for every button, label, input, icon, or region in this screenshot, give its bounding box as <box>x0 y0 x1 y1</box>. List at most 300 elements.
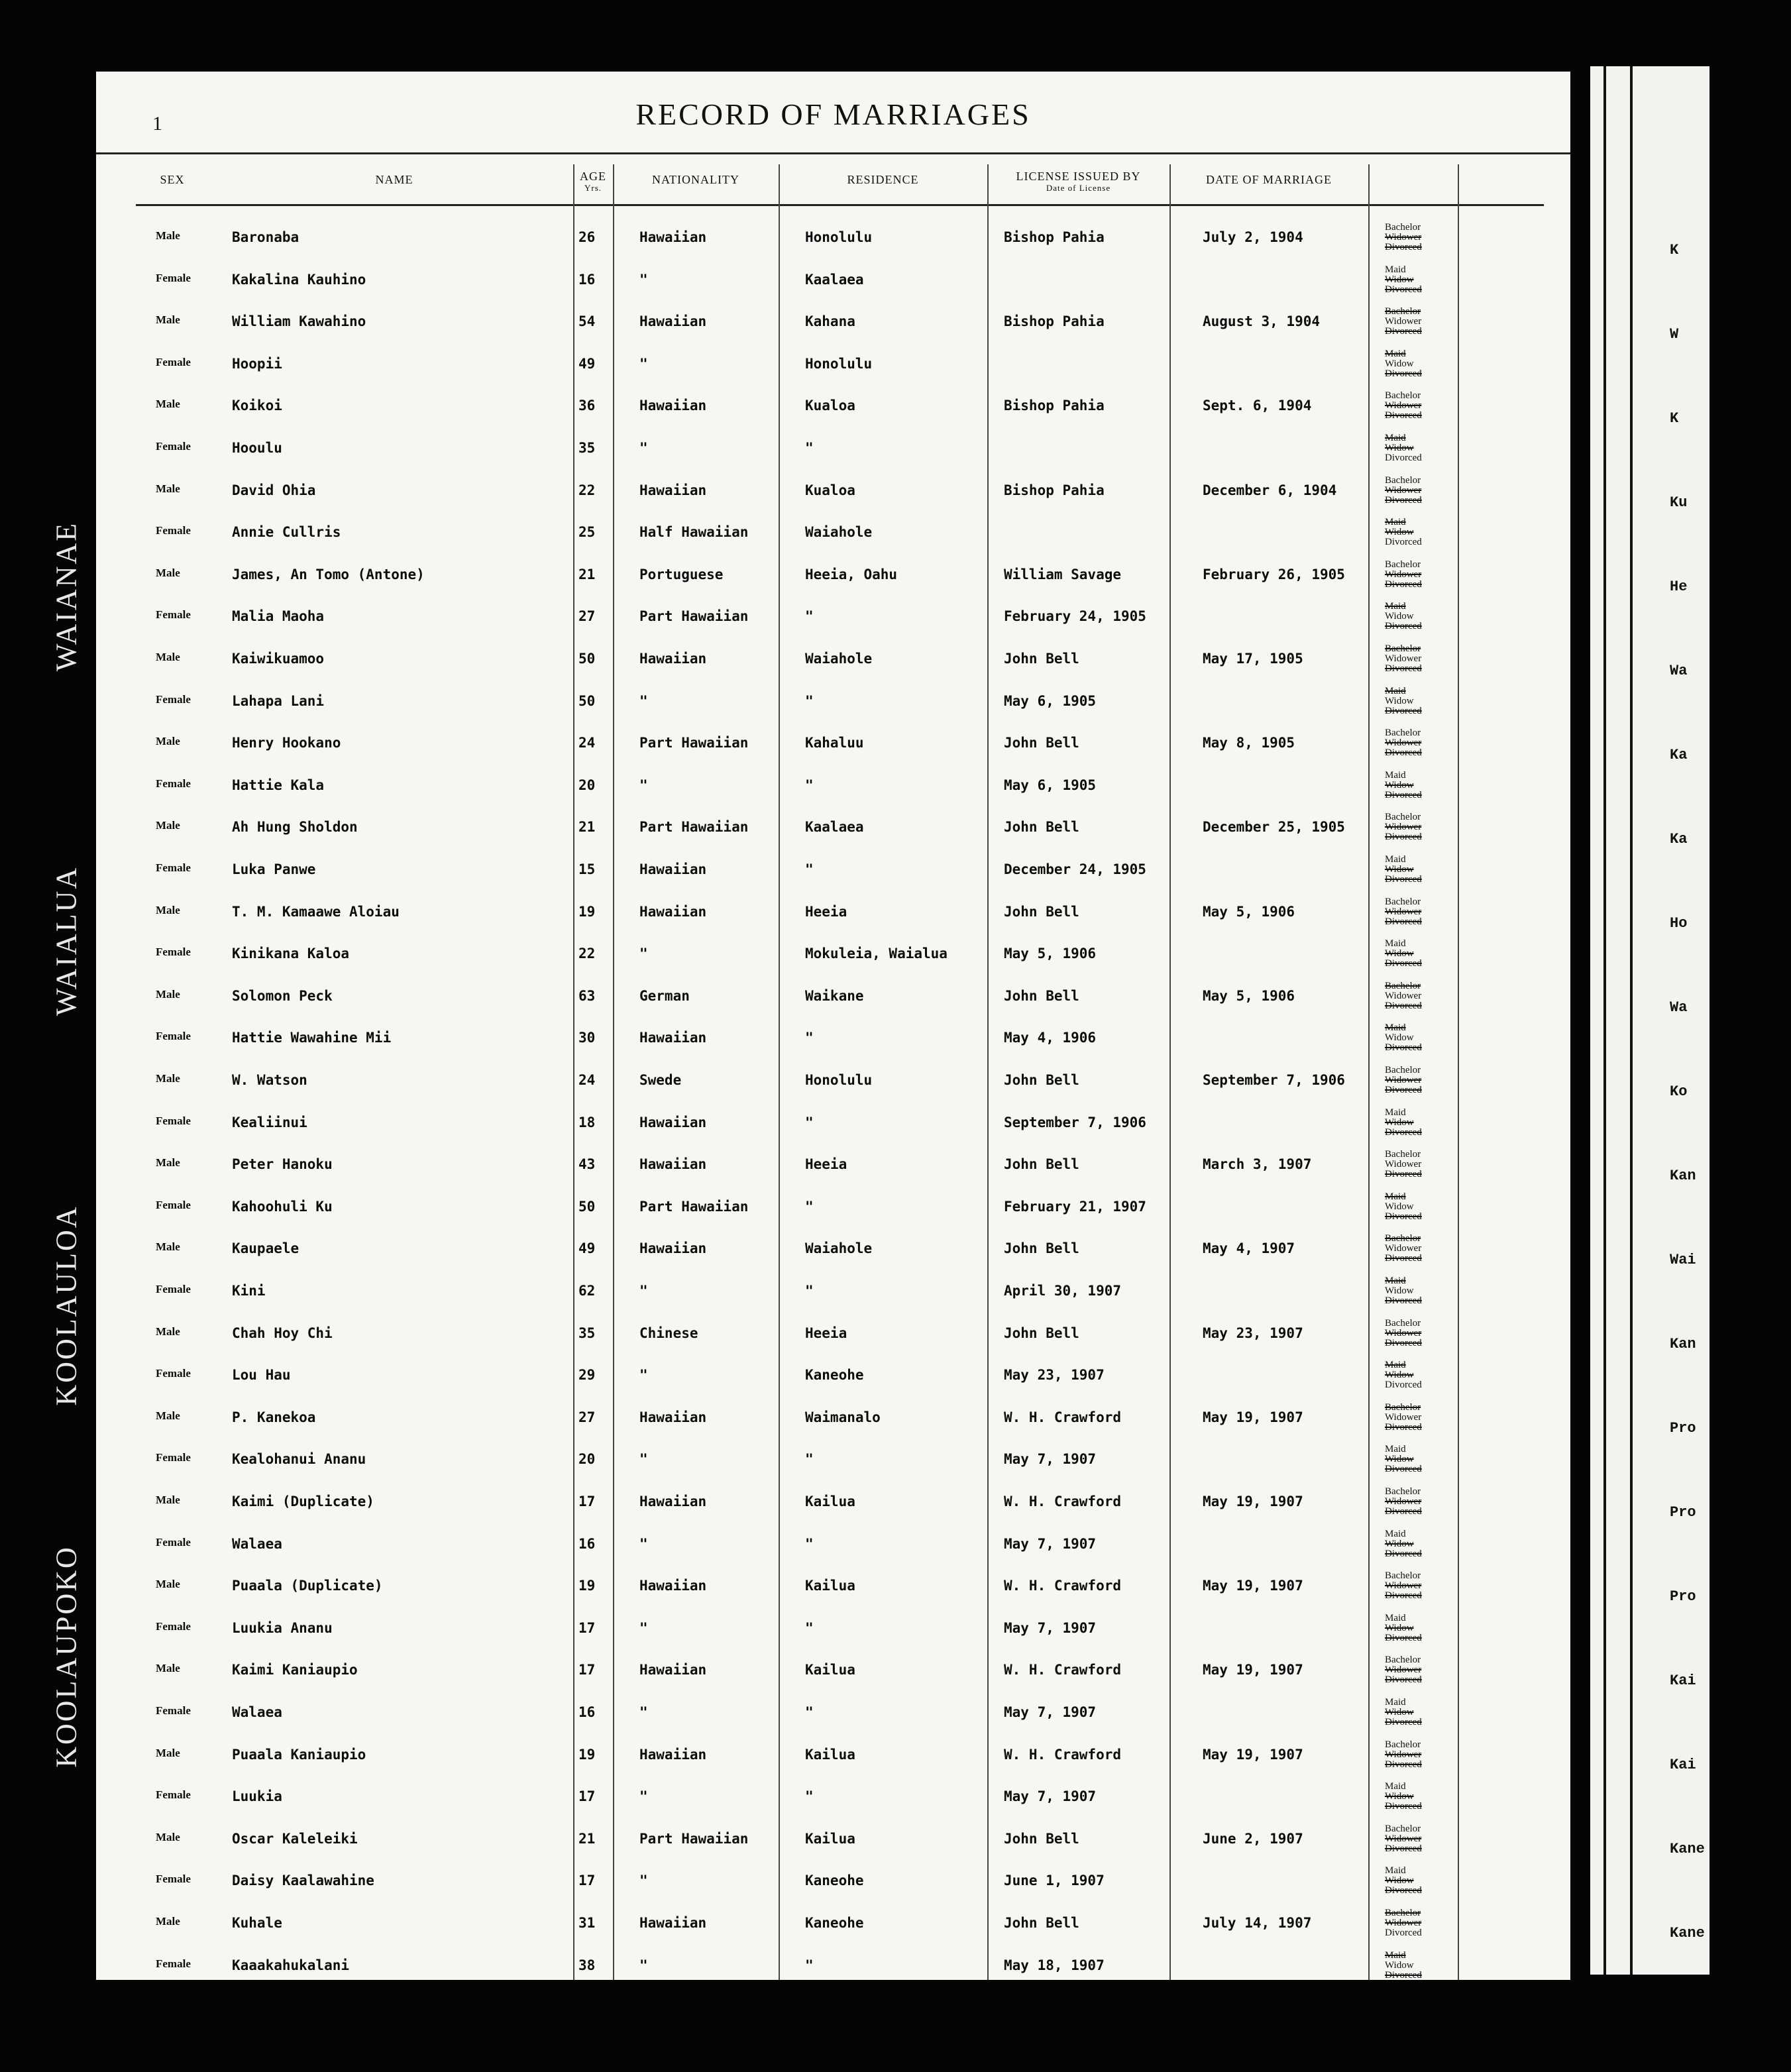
status-option: Widower <box>1385 400 1422 411</box>
page-mark: 1 <box>152 113 162 135</box>
status-option: Bachelor <box>1385 475 1421 486</box>
status-option: Widow <box>1385 443 1414 453</box>
record-name: Lahapa Lani <box>232 693 325 709</box>
record-age: 24 <box>578 735 596 751</box>
status-option: Bachelor <box>1385 643 1421 654</box>
header-nationality: NATIONALITY <box>652 173 739 186</box>
record-age: 17 <box>578 1662 596 1678</box>
record-status <box>1385 1234 1422 1264</box>
status-option: Widower <box>1385 991 1422 1001</box>
record-residence: Honolulu <box>805 229 873 245</box>
record-date: July 14, 1907 <box>1203 1915 1312 1931</box>
district-label-koolauloa: KOOLAULOA <box>50 1205 83 1406</box>
edge-fragment: Kai <box>1670 1672 1696 1689</box>
record-license: John Bell <box>1004 651 1079 667</box>
record-sex: Male <box>156 988 180 1001</box>
record-residence: " <box>805 1704 814 1720</box>
record-residence: Kaneohe <box>805 1873 864 1888</box>
record-age: 38 <box>578 1957 596 1973</box>
record-residence: Kailua <box>805 1747 855 1763</box>
record-license: W. H. Crawford <box>1004 1409 1122 1425</box>
status-option: Widower <box>1385 1075 1422 1085</box>
record-residence: Kahana <box>805 313 855 329</box>
record-name: Hattie Wawahine Mii <box>232 1030 392 1046</box>
record-license: John Bell <box>1004 904 1079 920</box>
record-status <box>1385 812 1422 842</box>
record-age: 19 <box>578 1578 596 1594</box>
status-option: Maid <box>1385 433 1406 443</box>
column-rule <box>613 164 614 1980</box>
record-nationality: Portuguese <box>639 567 724 582</box>
record-status <box>1385 855 1422 885</box>
header-license-label: LICENSE ISSUED BY <box>1016 170 1141 183</box>
status-option: Bachelor <box>1385 897 1421 907</box>
status-option: Divorced <box>1385 326 1422 337</box>
record-sex: Female <box>156 1451 191 1464</box>
status-option: Divorced <box>1385 1295 1422 1306</box>
record-age: 20 <box>578 1451 596 1467</box>
column-rule <box>779 164 780 1980</box>
record-status <box>1385 560 1422 590</box>
record-name: Walaea <box>232 1536 282 1552</box>
status-option: Widow <box>1385 864 1414 875</box>
record-status <box>1385 771 1422 800</box>
record-age: 22 <box>578 482 596 498</box>
status-option: Widower <box>1385 1580 1422 1591</box>
status-option: Divorced <box>1385 916 1422 927</box>
record-residence: Honolulu <box>805 1072 873 1088</box>
record-residence: " <box>805 1283 814 1299</box>
record-license: February 24, 1905 <box>1004 608 1146 624</box>
edge-fragment: Kai <box>1670 1757 1696 1773</box>
record-license: December 24, 1905 <box>1004 861 1146 877</box>
record-status <box>1385 1065 1422 1095</box>
status-option: Maid <box>1385 1781 1406 1792</box>
status-option: Divorced <box>1385 537 1422 547</box>
status-option: Divorced <box>1385 1338 1422 1348</box>
status-option: Maid <box>1385 1191 1406 1202</box>
status-option: Widow <box>1385 780 1414 791</box>
record-sex: Female <box>156 861 191 874</box>
record-age: 24 <box>578 1072 596 1088</box>
status-option: Divorced <box>1385 1970 1422 1980</box>
record-age: 50 <box>578 693 596 709</box>
status-option: Bachelor <box>1385 559 1421 570</box>
record-name: Chah Hoy Chi <box>232 1325 333 1341</box>
record-status <box>1385 1192 1422 1222</box>
district-label-waianae: WAIANAE <box>50 521 83 672</box>
record-nationality: " <box>639 1620 648 1636</box>
record-age: 63 <box>578 988 596 1004</box>
record-residence: " <box>805 1536 814 1552</box>
record-nationality: " <box>639 1451 648 1467</box>
record-name: Annie Cullris <box>232 524 341 540</box>
record-name: David Ohia <box>232 482 316 498</box>
status-option: Widower <box>1385 737 1422 748</box>
record-sex: Male <box>156 482 180 495</box>
edge-fragment: He <box>1670 578 1688 595</box>
record-license: William Savage <box>1004 567 1122 582</box>
record-status <box>1385 686 1422 716</box>
status-option: Divorced <box>1385 368 1422 379</box>
record-date: May 4, 1907 <box>1203 1240 1295 1256</box>
record-name: Puaala Kaniaupio <box>232 1747 366 1763</box>
record-sex: Male <box>156 1240 180 1253</box>
status-option: Divorced <box>1385 1127 1422 1138</box>
record-residence: " <box>805 440 814 456</box>
record-status <box>1385 1782 1422 1812</box>
status-option: Divorced <box>1385 1085 1422 1095</box>
record-name: Ah Hung Sholdon <box>232 819 358 835</box>
status-option: Widow <box>1385 1960 1414 1971</box>
record-date: December 6, 1904 <box>1203 482 1337 498</box>
status-option: Divorced <box>1385 1885 1422 1896</box>
record-age: 16 <box>578 272 596 288</box>
status-option: Divorced <box>1385 706 1422 716</box>
status-option: Divorced <box>1385 1549 1422 1559</box>
record-residence: Kailua <box>805 1662 855 1678</box>
edge-fragment: Ko <box>1670 1083 1688 1100</box>
status-option: Widow <box>1385 527 1414 537</box>
record-status <box>1385 433 1422 463</box>
record-nationality: Hawaiian <box>639 1494 707 1509</box>
column-rule <box>573 164 574 1980</box>
status-option: Bachelor <box>1385 1149 1421 1160</box>
status-option: Bachelor <box>1385 1824 1421 1834</box>
district-label-koolaupoko: KOOLAUPOKO <box>50 1545 83 1768</box>
edge-fragment: Pro <box>1670 1420 1696 1437</box>
record-nationality: " <box>639 693 648 709</box>
record-nationality: Part Hawaiian <box>639 1831 749 1847</box>
record-status <box>1385 1319 1422 1348</box>
record-sex: Male <box>156 1578 180 1590</box>
record-nationality: Hawaiian <box>639 1156 707 1172</box>
record-name: Kaimi Kaniaupio <box>232 1662 358 1678</box>
record-name: P. Kanekoa <box>232 1409 316 1425</box>
record-age: 16 <box>578 1704 596 1720</box>
edge-fragment: Wa <box>1670 663 1688 679</box>
record-residence: Kahaluu <box>805 735 864 751</box>
record-status <box>1385 1445 1422 1474</box>
record-date: May 19, 1907 <box>1203 1662 1303 1678</box>
record-age: 35 <box>578 440 596 456</box>
status-option: Widower <box>1385 485 1422 496</box>
record-name: Hooulu <box>232 440 282 456</box>
record-license: June 1, 1907 <box>1004 1873 1105 1888</box>
record-nationality: Hawaiian <box>639 1915 707 1931</box>
record-status <box>1385 1108 1422 1138</box>
status-option: Divorced <box>1385 1042 1422 1053</box>
record-residence: Kualoa <box>805 482 855 498</box>
record-sex: Female <box>156 946 191 958</box>
record-sex: Female <box>156 524 191 537</box>
record-status <box>1385 1866 1422 1896</box>
record-status <box>1385 1529 1422 1559</box>
record-nationality: Hawaiian <box>639 229 707 245</box>
record-residence: " <box>805 1957 814 1973</box>
record-license: W. H. Crawford <box>1004 1662 1122 1678</box>
record-license: May 7, 1907 <box>1004 1536 1097 1552</box>
record-sex: Female <box>156 693 191 706</box>
record-license: May 7, 1907 <box>1004 1788 1097 1804</box>
status-option: Bachelor <box>1385 306 1421 317</box>
record-nationality: Hawaiian <box>639 1747 707 1763</box>
title-rule <box>96 152 1570 154</box>
status-option: Widow <box>1385 696 1414 706</box>
header-residence: RESIDENCE <box>847 173 919 186</box>
record-age: 17 <box>578 1620 596 1636</box>
status-option: Maid <box>1385 1697 1406 1708</box>
record-date: May 19, 1907 <box>1203 1578 1303 1594</box>
record-license: John Bell <box>1004 1831 1079 1847</box>
status-option: Bachelor <box>1385 1318 1421 1329</box>
record-age: 21 <box>578 819 596 835</box>
record-nationality: " <box>639 1788 648 1804</box>
record-name: Kuhale <box>232 1915 282 1931</box>
record-nationality: Hawaiian <box>639 1662 707 1678</box>
status-option: Divorced <box>1385 284 1422 295</box>
record-sex: Male <box>156 1831 180 1843</box>
record-nationality: Hawaiian <box>639 313 707 329</box>
record-name: T. M. Kamaawe Aloiau <box>232 904 400 920</box>
record-sex: Male <box>156 229 180 242</box>
header-rule <box>136 204 1544 206</box>
status-option: Divorced <box>1385 621 1422 631</box>
status-option: Divorced <box>1385 1633 1422 1643</box>
edge-fragment: Kan <box>1670 1168 1696 1184</box>
status-option: Widower <box>1385 822 1422 832</box>
record-date: August 3, 1904 <box>1203 313 1321 329</box>
record-name: Henry Hookano <box>232 735 341 751</box>
record-license: John Bell <box>1004 1325 1079 1341</box>
record-residence: Heeia <box>805 904 847 920</box>
record-name: Kini <box>232 1283 266 1299</box>
record-sex: Male <box>156 735 180 747</box>
record-date: May 5, 1906 <box>1203 988 1295 1004</box>
column-rule <box>987 164 989 1980</box>
record-age: 31 <box>578 1915 596 1931</box>
record-date: March 3, 1907 <box>1203 1156 1312 1172</box>
status-option: Divorced <box>1385 1464 1422 1474</box>
header-sex: SEX <box>160 173 185 186</box>
record-age: 36 <box>578 398 596 413</box>
status-option: Widow <box>1385 948 1414 959</box>
record-status <box>1385 265 1422 295</box>
record-residence: Waiahole <box>805 651 873 667</box>
status-option: Widow <box>1385 1707 1414 1718</box>
record-license: May 7, 1907 <box>1004 1620 1097 1636</box>
status-option: Divorced <box>1385 1169 1422 1179</box>
record-name: Kakalina Kauhino <box>232 272 366 288</box>
status-option: Divorced <box>1385 1380 1422 1390</box>
record-status <box>1385 1360 1422 1390</box>
record-name: James, An Tomo (Antone) <box>232 567 425 582</box>
status-option: Maid <box>1385 1107 1406 1118</box>
status-option: Widow <box>1385 611 1414 622</box>
record-status <box>1385 1403 1422 1433</box>
record-age: 27 <box>578 1409 596 1425</box>
record-status <box>1385 1824 1422 1854</box>
record-residence: Heeia <box>805 1325 847 1341</box>
status-option: Widower <box>1385 232 1422 243</box>
record-sex: Female <box>156 1957 191 1970</box>
record-residence: Heeia, Oahu <box>805 567 898 582</box>
edge-fragment: Ka <box>1670 831 1688 847</box>
record-nationality: " <box>639 777 648 793</box>
record-status <box>1385 602 1422 631</box>
record-sex: Male <box>156 1494 180 1506</box>
record-status <box>1385 391 1422 421</box>
record-status <box>1385 1023 1422 1053</box>
record-sex: Female <box>156 1367 191 1380</box>
record-status <box>1385 1908 1422 1938</box>
status-option: Widower <box>1385 316 1422 327</box>
record-sex: Female <box>156 1788 191 1801</box>
edge-fragment: Ka <box>1670 747 1688 763</box>
record-nationality: Hawaiian <box>639 1240 707 1256</box>
status-option: Divorced <box>1385 1001 1422 1011</box>
record-license: Bishop Pahia <box>1004 482 1105 498</box>
header-age-label: AGE <box>580 170 606 183</box>
record-age: 29 <box>578 1367 596 1383</box>
status-option: Widower <box>1385 1159 1422 1170</box>
record-name: Luka Panwe <box>232 861 316 877</box>
status-option: Maid <box>1385 686 1406 696</box>
record-sex: Male <box>156 819 180 832</box>
record-status <box>1385 1487 1422 1517</box>
record-status <box>1385 981 1422 1011</box>
record-date: February 26, 1905 <box>1203 567 1345 582</box>
record-age: 50 <box>578 651 596 667</box>
record-name: Luukia <box>232 1788 282 1804</box>
record-license: May 7, 1907 <box>1004 1704 1097 1720</box>
status-option: Maid <box>1385 1276 1406 1286</box>
record-name: Kinikana Kaloa <box>232 946 350 961</box>
record-name: Solomon Peck <box>232 988 333 1004</box>
record-age: 25 <box>578 524 596 540</box>
edge-fragment: Wai <box>1670 1252 1696 1268</box>
record-sex: Female <box>156 608 191 621</box>
record-residence: " <box>805 1030 814 1046</box>
record-residence: Kailua <box>805 1831 855 1847</box>
status-option: Divorced <box>1385 495 1422 506</box>
record-date: December 25, 1905 <box>1203 819 1345 835</box>
record-residence: Kaneohe <box>805 1915 864 1931</box>
record-sex: Male <box>156 313 180 326</box>
record-residence: Waiahole <box>805 1240 873 1256</box>
record-name: Kaupaele <box>232 1240 299 1256</box>
record-residence: " <box>805 608 814 624</box>
record-residence: " <box>805 1620 814 1636</box>
status-option: Bachelor <box>1385 1402 1421 1413</box>
record-name: Baronaba <box>232 229 299 245</box>
record-age: 17 <box>578 1873 596 1888</box>
record-status <box>1385 1698 1422 1727</box>
record-nationality: " <box>639 1704 648 1720</box>
record-sex: Male <box>156 398 180 410</box>
status-option: Widow <box>1385 358 1414 369</box>
record-date: July 2, 1904 <box>1203 229 1303 245</box>
record-name: Walaea <box>232 1704 282 1720</box>
record-license: John Bell <box>1004 1072 1079 1088</box>
record-name: Kahoohuli Ku <box>232 1199 333 1215</box>
record-sex: Male <box>156 1409 180 1422</box>
record-status <box>1385 1571 1422 1601</box>
edge-rule <box>1630 66 1633 1975</box>
record-nationality: Half Hawaiian <box>639 524 749 540</box>
status-option: Widower <box>1385 906 1422 917</box>
record-name: Daisy Kaalawahine <box>232 1873 374 1888</box>
record-residence: " <box>805 693 814 709</box>
status-option: Widow <box>1385 1370 1414 1380</box>
header-age <box>573 171 613 193</box>
edge-fragment: W <box>1670 326 1679 343</box>
record-age: 49 <box>578 1240 596 1256</box>
record-license: May 7, 1907 <box>1004 1451 1097 1467</box>
record-license: May 6, 1905 <box>1004 777 1097 793</box>
record-license: John Bell <box>1004 819 1079 835</box>
status-option: Maid <box>1385 1022 1406 1033</box>
status-option: Divorced <box>1385 453 1422 463</box>
record-date: May 19, 1907 <box>1203 1747 1303 1763</box>
record-nationality: Hawaiian <box>639 1115 707 1130</box>
record-name: Kaimi (Duplicate) <box>232 1494 374 1509</box>
record-sex: Male <box>156 567 180 579</box>
record-nationality: Chinese <box>639 1325 698 1341</box>
status-option: Widower <box>1385 1833 1422 1844</box>
record-age: 21 <box>578 1831 596 1847</box>
status-option: Widow <box>1385 274 1414 285</box>
record-sex: Female <box>156 272 191 284</box>
status-option: Widow <box>1385 1539 1414 1549</box>
record-nationality: German <box>639 988 690 1004</box>
record-license: Bishop Pahia <box>1004 398 1105 413</box>
column-rule <box>1368 164 1370 1980</box>
column-rule <box>1458 164 1459 1980</box>
record-residence: Kailua <box>805 1494 855 1509</box>
status-option: Divorced <box>1385 663 1422 674</box>
status-option: Maid <box>1385 601 1406 612</box>
record-sex: Female <box>156 356 191 368</box>
status-option: Maid <box>1385 1360 1406 1370</box>
status-option: Divorced <box>1385 790 1422 800</box>
record-age: 22 <box>578 946 596 961</box>
status-option: Divorced <box>1385 242 1422 252</box>
status-option: Maid <box>1385 1613 1406 1623</box>
edge-fragment: Ku <box>1670 494 1688 511</box>
record-residence: Waimanalo <box>805 1409 881 1425</box>
record-age: 18 <box>578 1115 596 1130</box>
header-name: NAME <box>375 173 413 186</box>
record-status <box>1385 1150 1422 1179</box>
record-residence: " <box>805 1788 814 1804</box>
record-residence: " <box>805 1199 814 1215</box>
record-license: John Bell <box>1004 1240 1079 1256</box>
record-age: 16 <box>578 1536 596 1552</box>
record-name: Oscar Kaleleiki <box>232 1831 358 1847</box>
status-option: Maid <box>1385 938 1406 949</box>
record-sex: Male <box>156 1072 180 1085</box>
record-residence: Mokuleia, Waialua <box>805 946 948 961</box>
status-option: Bachelor <box>1385 1908 1421 1918</box>
record-date: May 8, 1905 <box>1203 735 1295 751</box>
district-label-waialua: WAIALUA <box>50 865 83 1016</box>
record-license: May 23, 1907 <box>1004 1367 1105 1383</box>
record-age: 50 <box>578 1199 596 1215</box>
record-license: Bishop Pahia <box>1004 313 1105 329</box>
status-option: Divorced <box>1385 410 1422 421</box>
status-option: Bachelor <box>1385 728 1421 738</box>
